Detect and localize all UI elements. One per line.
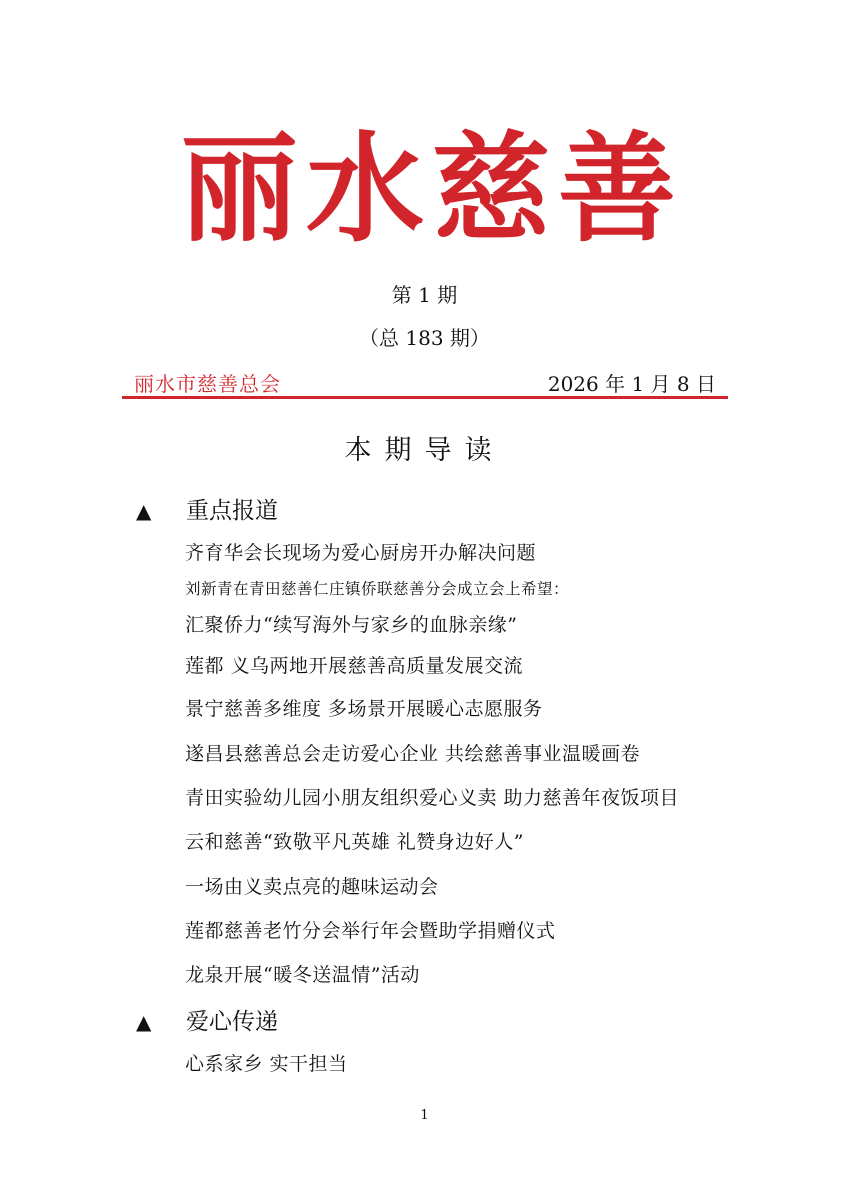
toc-item[interactable]: 一场由义卖点亮的趣味运动会: [185, 876, 439, 898]
toc-title: 本期导读: [344, 435, 505, 466]
masthead-calligraphy: [175, 122, 690, 252]
toc-item[interactable]: 遂昌县慈善总会走访爱心企业 共绘慈善事业温暖画卷: [185, 743, 641, 765]
publish-date: 2026 年 1 月 8 日: [547, 372, 716, 396]
toc-item[interactable]: 景宁慈善多维度 多场景开展暖心志愿服务: [185, 698, 543, 720]
toc-item[interactable]: 龙泉开展“暖冬送温情”活动: [185, 964, 420, 986]
toc-item[interactable]: 青田实验幼儿园小朋友组织爱心义卖 助力慈善年夜饭项目: [185, 787, 680, 809]
section-heading: [136, 492, 278, 525]
toc-item[interactable]: 莲都慈善老竹分会举行年会暨助学捐赠仪式: [185, 920, 556, 942]
header-divider: [122, 396, 728, 399]
section-heading: [136, 1003, 278, 1036]
section-title: 爱心传递: [186, 1009, 278, 1035]
masthead-title: [175, 122, 690, 252]
page-number: 1: [420, 1108, 429, 1123]
issue-total: （总 183 期）: [359, 326, 490, 350]
issue-number: 第 1 期: [391, 283, 458, 307]
toc-item[interactable]: 心系家乡 实干担当: [185, 1053, 348, 1075]
publisher-name: 丽水市慈善总会: [134, 372, 281, 396]
masthead-text: 丽水慈善: [179, 122, 685, 252]
section-title: 重点报道: [186, 498, 278, 524]
triangle-icon: ▲: [136, 1010, 152, 1034]
toc-item[interactable]: 云和慈善“致敬平凡英雄 礼赞身边好人”: [185, 831, 524, 853]
toc-item[interactable]: 莲都 义乌两地开展慈善高质量发展交流: [185, 655, 524, 677]
toc-item[interactable]: 刘新青在青田慈善仁庄镇侨联慈善分会成立会上希望：: [185, 580, 570, 598]
toc-item[interactable]: 齐育华会长现场为爱心厨房开办解决问题: [185, 542, 537, 564]
toc-item[interactable]: 汇聚侨力“续写海外与家乡的血脉亲缘”: [185, 614, 518, 636]
publisher-line: [134, 368, 728, 396]
triangle-icon: ▲: [136, 499, 152, 523]
